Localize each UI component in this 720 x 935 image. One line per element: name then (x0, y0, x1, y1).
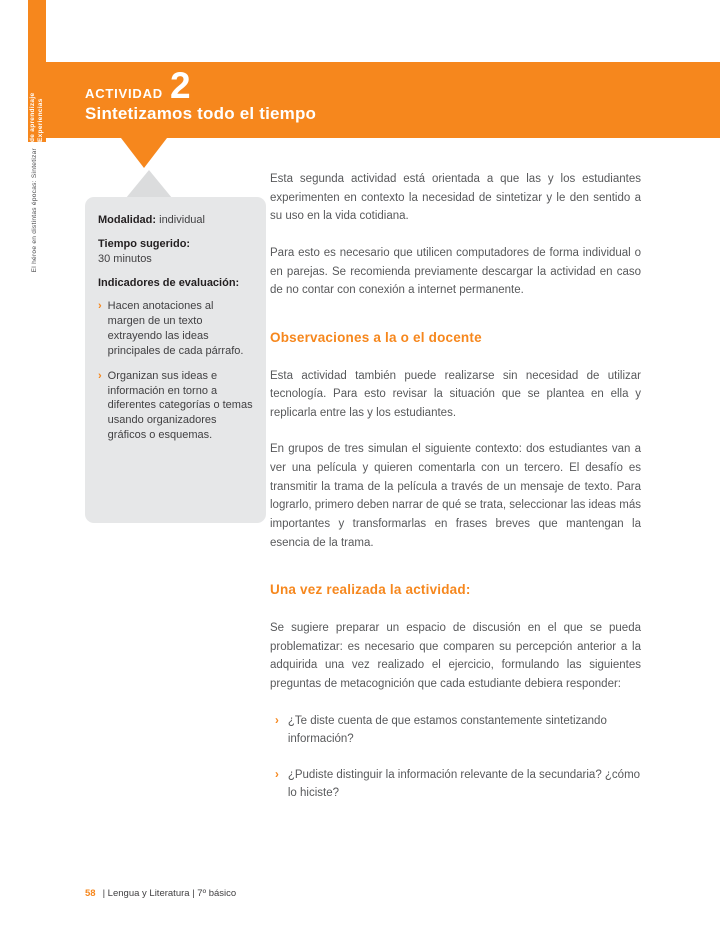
main-content (270, 170, 641, 820)
tiempo-label: Tiempo sugerido: (98, 237, 191, 250)
chevron-bullet-icon: › (98, 300, 102, 313)
modalidad-row (98, 213, 253, 228)
spine-label: El héroe en distintas épocas: Sintetizar (31, 148, 38, 273)
tiempo-row (98, 237, 253, 267)
page-footer (85, 888, 236, 899)
activity-title: Sintetizamos todo el tiempo (85, 104, 317, 124)
section2-paragraph: Se sugiere preparar un espacio de discusión en el que se pueda problematizar: es necesario que comparen su percepción anterior a la adquirida una vez realizado el ejercicio, formulando las siguientes preguntas de metacognición que cada estudiante debiera responder: (270, 622, 641, 690)
section1-paragraph: Esta actividad también puede realizarse sin necesidad de utilizar tecnología. Para esto revisar la situación que se plantea en ella y replicarla entre las y los estudiantes. (270, 369, 641, 419)
indicador-text: Hacen anotaciones al margen de un texto extrayendo las ideas principales de cada párrafo. (107, 300, 244, 357)
section1-paragraph: En grupos de tres simulan el siguiente contexto: dos estudiantes van a ver una película y quieren comentarla con un tercero. El desafío es transmitir la trama de la película a través de un mensaje de texto. Para lograrlo, primero deben narrar de qué se trata, seleccionar las ideas más importantes y transformarlas en frases breves que mantengan la esencia de la trama. (270, 443, 641, 549)
activity-kicker-row (85, 65, 720, 106)
tiempo-value: 30 minutos (98, 252, 152, 265)
infobox-pointer-shape (126, 170, 172, 198)
header-pointer-shape (121, 138, 167, 168)
question-item (275, 766, 641, 803)
modalidad-value: individual (159, 214, 205, 226)
page-number: 58 (85, 888, 96, 899)
question-text: ¿Te diste cuenta de que estamos constantemente sintetizando información? (287, 714, 607, 746)
activity-info-box (85, 197, 266, 523)
chevron-bullet-icon: › (275, 768, 279, 781)
footer-label: | Lengua y Literatura | 7º básico (102, 888, 237, 899)
chevron-bullet-icon: › (98, 369, 102, 382)
activity-number: 2 (169, 65, 191, 106)
indicador-item (98, 299, 253, 358)
side-tab (28, 0, 46, 142)
modalidad-label: Modalidad: (98, 214, 157, 226)
side-tab-label-line1: Experiencias (37, 98, 44, 142)
intro-paragraph: Esta segunda actividad está orientada a que las y los estudiantes experimenten en contexto la necesidad de sintetizar y le den sentido a su uso en la vida cotidiana. (270, 173, 641, 223)
indicador-text: Organizan sus ideas e información en torno a diferentes categorías o temas usando organizadores gráficos o esquemas. (107, 369, 253, 442)
indicadores-row (98, 276, 253, 291)
section-heading-observaciones: Observaciones a la o el docente (270, 329, 482, 345)
activity-header (46, 62, 720, 138)
activity-kicker: ACTIVIDAD (85, 86, 163, 101)
chevron-bullet-icon: › (275, 714, 279, 727)
question-text: ¿Pudiste distinguir la información relevante de la secundaria? ¿cómo lo hiciste? (287, 768, 641, 800)
intro-paragraph: Para esto es necesario que utilicen computadores de forma individual o en parejas. Se recomienda previamente descargar la actividad en caso de no contar con conexión a internet permanente. (270, 246, 641, 297)
question-item (275, 712, 641, 749)
indicador-item (98, 369, 253, 443)
section-heading-una-vez: Una vez realizada la actividad: (270, 582, 471, 598)
side-tab-label-line2: de aprendizaje (29, 92, 36, 142)
indicadores-label: Indicadores de evaluación: (98, 276, 240, 289)
